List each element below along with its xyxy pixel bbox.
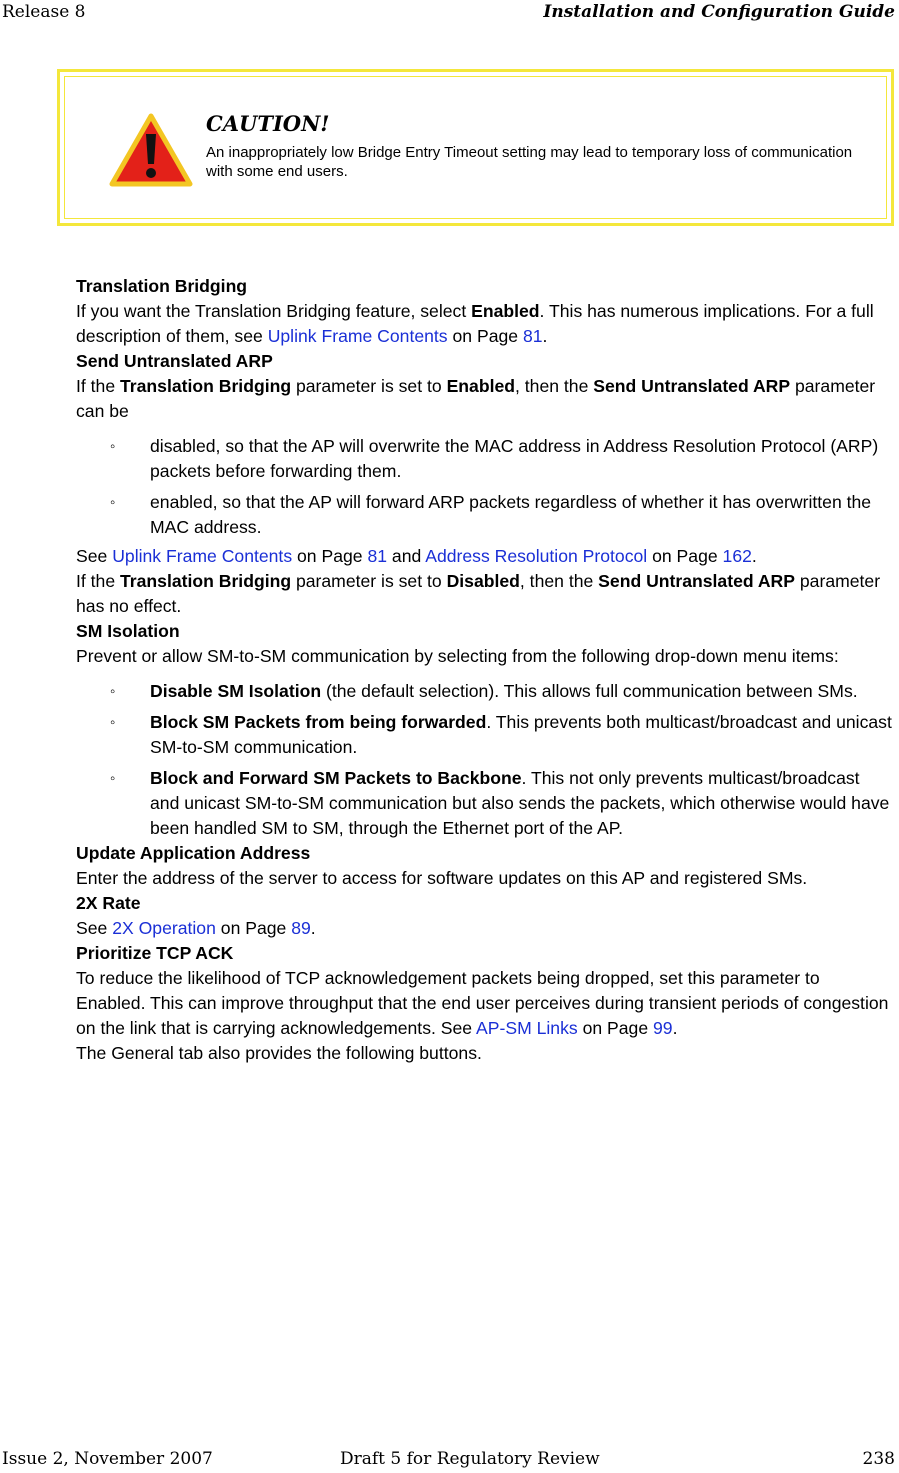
sm-isolation-heading: SM Isolation xyxy=(76,621,180,641)
bold-term: Translation Bridging xyxy=(120,571,292,591)
text-run: To reduce the likelihood of TCP acknowledgement packets being dropped, set this parameter to Enabled. This can improve throughput that the end user perceives during transient periods of congestion on the link that is carrying acknowledgements. See xyxy=(76,968,889,1038)
arp-intro xyxy=(76,374,892,424)
caution-text: An inappropriately low Bridge Entry Timeout setting may lead to temporary loss of communication with some end users. xyxy=(206,144,853,180)
footer-page-number: 238 xyxy=(862,1449,895,1469)
link-page-81[interactable]: 81 xyxy=(522,326,543,346)
bullet-marker: ◦ xyxy=(110,770,116,787)
bullet-marker: ◦ xyxy=(110,714,116,731)
warning-icon xyxy=(108,112,194,188)
option-description: (the default selection). This allows full communication between SMs. xyxy=(321,681,858,701)
arp-disabled-note xyxy=(76,569,892,619)
header-guide-title: Installation and Configuration Guide xyxy=(543,2,895,22)
bullet-marker: ◦ xyxy=(110,494,116,511)
translation-bridging-heading: Translation Bridging xyxy=(76,276,248,296)
arp-options-list xyxy=(76,434,892,540)
text-run: parameter has no effect. xyxy=(76,571,881,616)
bold-term: Disabled xyxy=(446,571,520,591)
bold-enabled: Enabled xyxy=(471,301,540,321)
caution-title: CAUTION! xyxy=(206,111,330,136)
sm-isolation-intro: Prevent or allow SM-to-SM communication by selecting from the following drop-down menu items: xyxy=(76,646,839,666)
text-run: , then the xyxy=(515,376,594,396)
text-run: on Page xyxy=(292,546,368,566)
2x-rate-heading: 2X Rate xyxy=(76,893,141,913)
option-name: Block and Forward SM Packets to Backbone xyxy=(150,768,522,788)
text-run: parameter is set to xyxy=(291,571,447,591)
bold-term: Send Untranslated ARP xyxy=(598,571,795,591)
text-run: . xyxy=(542,326,548,346)
list-item xyxy=(76,679,892,704)
text-run: and xyxy=(387,546,426,566)
link-address-resolution-protocol[interactable]: Address Resolution Protocol xyxy=(425,546,648,566)
text-run: on Page xyxy=(215,918,292,938)
text-run: . This has numerous implications. For a full description of them, see xyxy=(76,301,874,346)
main-content xyxy=(76,274,892,1066)
text-run: See xyxy=(76,546,113,566)
closing-text: The General tab also provides the following buttons. xyxy=(76,1043,482,1063)
link-page-99[interactable]: 99 xyxy=(653,1018,673,1038)
text-run: parameter is set to xyxy=(291,376,447,396)
2x-rate-text xyxy=(76,916,892,941)
list-item xyxy=(76,766,892,841)
link-uplink-frame-contents[interactable]: Uplink Frame Contents xyxy=(267,326,448,346)
link-page-89[interactable]: 89 xyxy=(291,918,311,938)
list-item xyxy=(76,434,892,484)
prioritize-tcp-ack-heading: Prioritize TCP ACK xyxy=(76,943,234,963)
text-run: See xyxy=(76,918,113,938)
bullet-marker: ◦ xyxy=(110,438,116,455)
footer-draft: Draft 5 for Regulatory Review xyxy=(340,1449,600,1469)
text-run: on Page xyxy=(447,326,523,346)
link-uplink-frame-contents[interactable]: Uplink Frame Contents xyxy=(112,546,293,566)
list-item-text: disabled, so that the AP will overwrite the MAC address in Address Resolution Protocol (ARP) packets before forwarding them. xyxy=(150,436,879,481)
link-ap-sm-links[interactable]: AP-SM Links xyxy=(476,1018,578,1038)
arp-see-also xyxy=(76,544,892,569)
text-run: parameter can be xyxy=(76,376,876,421)
text-run: . xyxy=(310,918,316,938)
text-run: If the xyxy=(76,376,121,396)
caution-box xyxy=(57,69,894,226)
prioritize-tcp-ack-text xyxy=(76,966,892,1041)
list-item xyxy=(76,490,892,540)
link-page-162[interactable]: 162 xyxy=(722,546,752,566)
text-run: on Page xyxy=(647,546,723,566)
text-run: If you want the Translation Bridging feature, select xyxy=(76,301,472,321)
bold-term: Enabled xyxy=(446,376,515,396)
update-application-address-heading: Update Application Address xyxy=(76,843,311,863)
list-item xyxy=(76,710,892,760)
sm-isolation-options-list xyxy=(76,679,892,841)
footer-issue: Issue 2, November 2007 xyxy=(2,1449,213,1469)
update-application-address-text: Enter the address of the server to access for software updates on this AP and registered SMs. xyxy=(76,868,808,888)
bold-term: Translation Bridging xyxy=(120,376,292,396)
text-run: If the xyxy=(76,571,121,591)
bold-term: Send Untranslated ARP xyxy=(593,376,791,396)
bullet-marker: ◦ xyxy=(110,683,116,700)
option-description: . This prevents both multicast/broadcast and unicast SM-to-SM communication. xyxy=(150,712,892,757)
text-run: , then the xyxy=(519,571,599,591)
text-run: . xyxy=(751,546,757,566)
send-untranslated-arp-heading: Send Untranslated ARP xyxy=(76,351,273,371)
option-name: Block SM Packets from being forwarded xyxy=(150,712,487,732)
header-release: Release 8 xyxy=(2,2,86,22)
text-run: . xyxy=(672,1018,678,1038)
option-description: . This not only prevents multicast/broadcast and unicast SM-to-SM communication but also sends the packets, which otherwise would have been handled SM to SM, through the Ethernet port of the AP. xyxy=(150,768,890,838)
option-name: Disable SM Isolation xyxy=(150,681,322,701)
translation-bridging-text xyxy=(76,299,892,349)
link-page-81[interactable]: 81 xyxy=(367,546,388,566)
list-item-text: enabled, so that the AP will forward ARP packets regardless of whether it has overwritten the MAC address. xyxy=(150,492,872,537)
link-2x-operation[interactable]: 2X Operation xyxy=(112,918,216,938)
text-run: on Page xyxy=(577,1018,654,1038)
